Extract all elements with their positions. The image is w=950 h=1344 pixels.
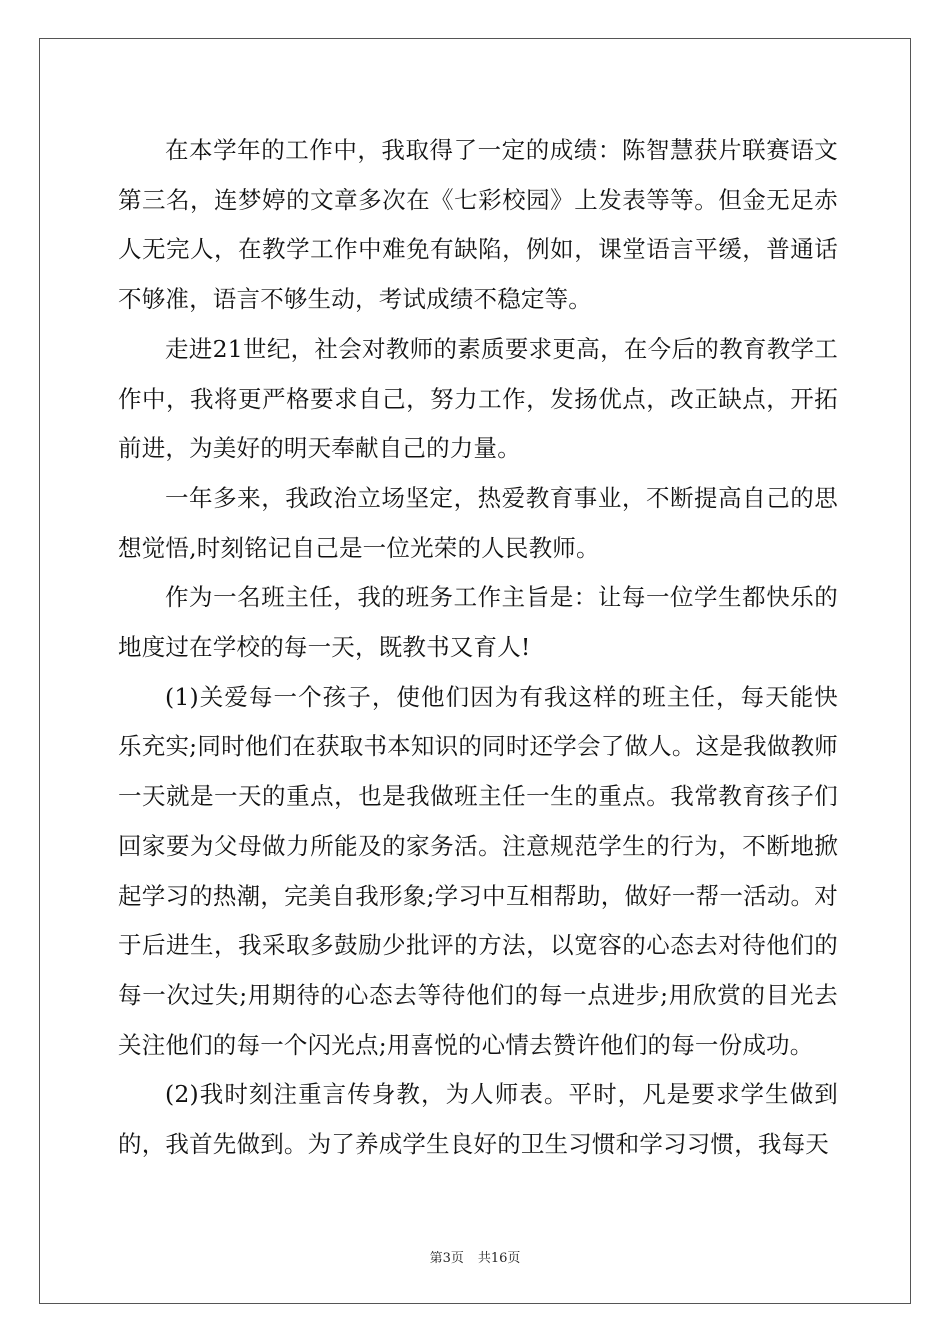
paragraph-political-stance: 一年多来，我政治立场坚定，热爱教育事业，不断提高自己的思想觉悟,时刻铭记自己是一位光荣的人民教师。 [118, 483, 838, 562]
document-body [118, 126, 838, 1170]
paragraph-21st-century: 走进21世纪，社会对教师的素质要求更高，在今后的教育教学工作中，我将更严格要求自己，努力工作，发扬优点，改正缺点，开拓前进，为美好的明天奉献自己的力量。 [118, 334, 838, 463]
page-total: 共16页 [477, 1251, 521, 1266]
paragraph-achievements: 在本学年的工作中，我取得了一定的成绩：陈智慧获片联赛语文第三名，连梦婷的文章多次在《七彩校园》上发表等等。但金无足赤人无完人，在教学工作中难免有缺陷，例如，课堂语言平缓，普通话不够准，语言不够生动，考试成绩不稳定等。 [118, 136, 838, 314]
paragraph-point-1: (1)关爱每一个孩子，使他们因为有我这样的班主任，每天能快乐充实;同时他们在获取书本知识的同时还学会了做人。这是我做教师一天就是一天的重点，也是我做班主任一生的重点。我常教育孩子们回家要为父母做力所能及的家务活。注意规范学生的行为，不断地掀起学习的热潮，完美自我形象;学习中互相帮助，做好一帮一活动。对于后进生，我采取多鼓励少批评的方法，以宽容的心态去对待他们的每一次过失;用期待的心态去等待他们的每一点进步;用欣赏的目光去关注他们的每一个闪光点;用喜悦的心情去赞许他们的每一份成功。 [118, 682, 838, 1059]
paragraph-point-2: (2)我时刻注重言传身教，为人师表。平时，凡是要求学生做到的，我首先做到。为了养成学生良好的卫生习惯和学习习惯，我每天 [118, 1080, 838, 1159]
page-footer [0, 1247, 950, 1266]
paragraph-class-teacher-aim: 作为一名班主任，我的班务工作主旨是：让每一位学生都快乐的地度过在学校的每一天，既教书又育人! [118, 583, 838, 662]
page-number: 第3页 [429, 1251, 464, 1266]
